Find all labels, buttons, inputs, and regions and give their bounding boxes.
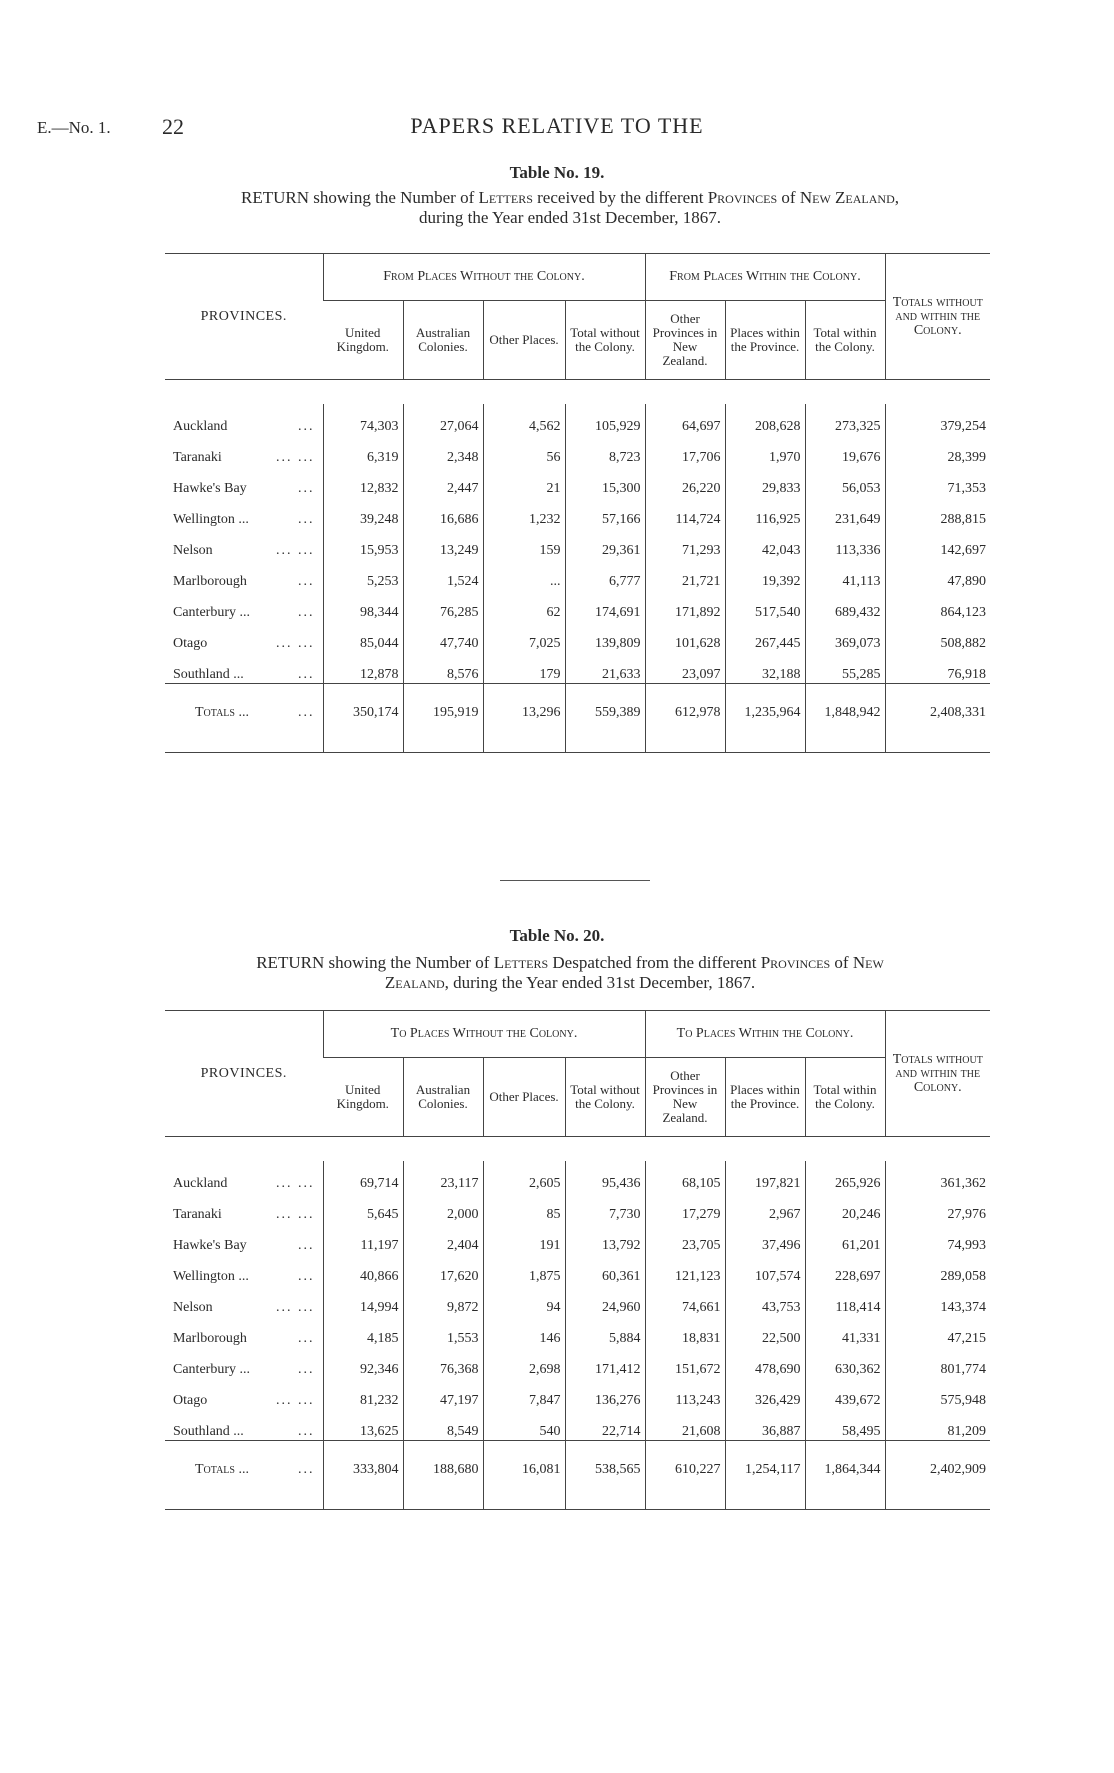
column-header: Other Provinces in New Zealand.	[645, 1058, 725, 1137]
table-cell: 630,362	[805, 1347, 885, 1378]
table-cell: 231,649	[805, 497, 885, 528]
table-cell: 68,105	[645, 1161, 725, 1192]
table-cell: 32,188	[725, 652, 805, 684]
table-cell: 56,053	[805, 466, 885, 497]
table-cell: 350,174	[323, 684, 403, 743]
table-row	[165, 590, 990, 621]
table-cell: 62	[483, 590, 565, 621]
table-19	[165, 253, 990, 753]
table-row	[165, 1285, 990, 1316]
leader-dots: ...	[298, 481, 315, 496]
table-cell: 74,661	[645, 1285, 725, 1316]
province-name	[165, 1254, 323, 1285]
table-cell: 361,362	[885, 1161, 990, 1192]
leader-dots: ...	[298, 512, 315, 527]
province-label: Taranaki	[173, 450, 222, 465]
table-cell: 18,831	[645, 1316, 725, 1347]
province-label: Wellington ...	[173, 1269, 249, 1284]
leader-dots: ... ...	[276, 636, 315, 651]
province-label: Marlborough	[173, 574, 247, 589]
table-cell: 116,925	[725, 497, 805, 528]
table-cell: 1,553	[403, 1316, 483, 1347]
group-header-within: From Places Within the Colony.	[645, 254, 885, 301]
table-row	[165, 1161, 990, 1192]
table-cell: ...	[483, 559, 565, 590]
table-cell: 85	[483, 1192, 565, 1223]
table-cell: 142,697	[885, 528, 990, 559]
table-cell: 146	[483, 1316, 565, 1347]
table-cell: 801,774	[885, 1347, 990, 1378]
table-row	[165, 652, 990, 684]
table-cell: 265,926	[805, 1161, 885, 1192]
column-header: Other Places.	[483, 1058, 565, 1137]
table-cell: 197,821	[725, 1161, 805, 1192]
table-cell: 379,254	[885, 404, 990, 435]
leader-dots: ... ...	[276, 450, 315, 465]
table-cell: 2,967	[725, 1192, 805, 1223]
table-cell: 101,628	[645, 621, 725, 652]
table-cell: 6,319	[323, 435, 403, 466]
province-name	[165, 497, 323, 528]
province-name	[165, 528, 323, 559]
leader-dots: ...	[298, 1331, 315, 1346]
table-cell: 191	[483, 1223, 565, 1254]
group-header-without: To Places Without the Colony.	[323, 1011, 645, 1058]
table-row	[165, 1254, 990, 1285]
province-name	[165, 1316, 323, 1347]
column-header: Other Places.	[483, 301, 565, 380]
table-cell: 288,815	[885, 497, 990, 528]
totals-header: Totals without and within the Colony.	[885, 254, 990, 380]
table-cell: 15,300	[565, 466, 645, 497]
table-cell: 179	[483, 652, 565, 684]
table-cell: 171,892	[645, 590, 725, 621]
table-cell: 559,389	[565, 684, 645, 743]
column-header: Total without the Colony.	[565, 301, 645, 380]
table-20	[165, 1010, 990, 1510]
table-19-number: Table No. 19.	[509, 163, 605, 182]
province-name	[165, 1378, 323, 1409]
table-row	[165, 559, 990, 590]
table-cell: 69,714	[323, 1161, 403, 1192]
table-row	[165, 404, 990, 435]
province-name	[165, 1223, 323, 1254]
table-cell: 12,832	[323, 466, 403, 497]
table-cell: 4,562	[483, 404, 565, 435]
table-cell: 58,495	[805, 1409, 885, 1441]
province-label: Auckland	[173, 1176, 228, 1191]
table-cell: 39,248	[323, 497, 403, 528]
table-cell: 5,645	[323, 1192, 403, 1223]
table-row	[165, 435, 990, 466]
table-cell: 1,235,964	[725, 684, 805, 743]
totals-row	[165, 684, 990, 743]
table-cell: 74,303	[323, 404, 403, 435]
table-cell: 2,348	[403, 435, 483, 466]
province-label: Hawke's Bay	[173, 481, 247, 496]
province-label: Southland ...	[173, 1424, 244, 1439]
province-name	[165, 1192, 323, 1223]
table-cell: 61,201	[805, 1223, 885, 1254]
table-cell: 6,777	[565, 559, 645, 590]
table-cell: 55,285	[805, 652, 885, 684]
table-cell: 8,549	[403, 1409, 483, 1441]
table-cell: 508,882	[885, 621, 990, 652]
province-name	[165, 435, 323, 466]
table-cell: 8,723	[565, 435, 645, 466]
table-cell: 11,197	[323, 1223, 403, 1254]
table-cell: 188,680	[403, 1441, 483, 1500]
table-cell: 195,919	[403, 684, 483, 743]
province-label: Totals ...	[195, 705, 249, 720]
table-cell: 478,690	[725, 1347, 805, 1378]
provinces-header: PROVINCES.	[165, 1011, 323, 1137]
table-cell: 13,625	[323, 1409, 403, 1441]
table-cell: 76,368	[403, 1347, 483, 1378]
table-cell: 17,279	[645, 1192, 725, 1223]
province-name	[165, 590, 323, 621]
table-cell: 610,227	[645, 1441, 725, 1500]
table-cell: 71,353	[885, 466, 990, 497]
table-cell: 16,686	[403, 497, 483, 528]
table-row	[165, 497, 990, 528]
leader-dots: ... ...	[276, 1176, 315, 1191]
table-cell: 5,253	[323, 559, 403, 590]
column-header: Total within the Colony.	[805, 301, 885, 380]
leader-dots: ...	[298, 1424, 315, 1439]
table-cell: 28,399	[885, 435, 990, 466]
table-cell: 24,960	[565, 1285, 645, 1316]
table-cell: 575,948	[885, 1378, 990, 1409]
table-cell: 9,872	[403, 1285, 483, 1316]
leader-dots: ...	[298, 705, 315, 720]
province-name	[165, 1161, 323, 1192]
table-cell: 95,436	[565, 1161, 645, 1192]
table-cell: 13,249	[403, 528, 483, 559]
province-name	[165, 652, 323, 684]
province-label: Wellington ...	[173, 512, 249, 527]
leader-dots: ...	[298, 1462, 315, 1477]
table-cell: 42,043	[725, 528, 805, 559]
table-cell: 41,113	[805, 559, 885, 590]
column-header: Total within the Colony.	[805, 1058, 885, 1137]
table-cell: 43,753	[725, 1285, 805, 1316]
province-name	[165, 559, 323, 590]
table-cell: 23,097	[645, 652, 725, 684]
table-cell: 13,296	[483, 684, 565, 743]
table-cell: 64,697	[645, 404, 725, 435]
province-name	[165, 404, 323, 435]
table-cell: 267,445	[725, 621, 805, 652]
table-cell: 2,447	[403, 466, 483, 497]
leader-dots: ...	[298, 1238, 315, 1253]
table-cell: 22,500	[725, 1316, 805, 1347]
table-row	[165, 1316, 990, 1347]
province-label: Canterbury ...	[173, 1362, 250, 1377]
province-label: Nelson	[173, 1300, 213, 1315]
table-cell: 12,878	[323, 652, 403, 684]
table-cell: 4,185	[323, 1316, 403, 1347]
province-name	[165, 1285, 323, 1316]
table-cell: 13,792	[565, 1223, 645, 1254]
table-cell: 1,875	[483, 1254, 565, 1285]
province-label: Otago	[173, 636, 208, 651]
table-cell: 71,293	[645, 528, 725, 559]
table-cell: 21	[483, 466, 565, 497]
leader-dots: ... ...	[276, 1300, 315, 1315]
table-cell: 36,887	[725, 1409, 805, 1441]
table-cell: 2,404	[403, 1223, 483, 1254]
table-cell: 23,117	[403, 1161, 483, 1192]
province-name	[165, 1347, 323, 1378]
table-cell: 60,361	[565, 1254, 645, 1285]
table-cell: 92,346	[323, 1347, 403, 1378]
table-cell: 228,697	[805, 1254, 885, 1285]
table-cell: 369,073	[805, 621, 885, 652]
table-cell: 81,209	[885, 1409, 990, 1441]
province-label: Totals ...	[195, 1462, 249, 1477]
table-cell: 27,064	[403, 404, 483, 435]
province-label: Taranaki	[173, 1207, 222, 1222]
province-label: Auckland	[173, 419, 228, 434]
table-cell: 143,374	[885, 1285, 990, 1316]
table-cell: 7,847	[483, 1378, 565, 1409]
table-cell: 19,676	[805, 435, 885, 466]
table-cell: 113,336	[805, 528, 885, 559]
table-cell: 113,243	[645, 1378, 725, 1409]
table-cell: 114,724	[645, 497, 725, 528]
column-header: Places within the Province.	[725, 1058, 805, 1137]
table-cell: 47,740	[403, 621, 483, 652]
table-row	[165, 1378, 990, 1409]
table-cell: 17,706	[645, 435, 725, 466]
totals-header: Totals without and within the Colony.	[885, 1011, 990, 1137]
table-cell: 20,246	[805, 1192, 885, 1223]
table-cell: 29,833	[725, 466, 805, 497]
group-header-within: To Places Within the Colony.	[645, 1011, 885, 1058]
table-cell: 1,864,344	[805, 1441, 885, 1500]
page-title: PAPERS RELATIVE TO THE	[410, 113, 704, 138]
table-cell: 21,608	[645, 1409, 725, 1441]
table-cell: 139,809	[565, 621, 645, 652]
table-cell: 1,848,942	[805, 684, 885, 743]
table-cell: 16,081	[483, 1441, 565, 1500]
table-20-number: Table No. 20.	[509, 926, 605, 945]
column-header: United Kingdom.	[323, 1058, 403, 1137]
table-cell: 22,714	[565, 1409, 645, 1441]
table-cell: 5,884	[565, 1316, 645, 1347]
table-cell: 81,232	[323, 1378, 403, 1409]
document-reference: E.—No. 1.	[37, 118, 111, 137]
table-cell: 47,215	[885, 1316, 990, 1347]
table-20-description: RETURN showing the Number of Letters Despatched from the different Provinces of New Zealand, during the Year ended 31st December, 1867.	[256, 953, 884, 992]
column-header: Places within the Province.	[725, 301, 805, 380]
table-cell: 517,540	[725, 590, 805, 621]
table-cell: 1,254,117	[725, 1441, 805, 1500]
leader-dots: ...	[298, 1362, 315, 1377]
table-cell: 2,605	[483, 1161, 565, 1192]
table-cell: 27,976	[885, 1192, 990, 1223]
table-cell: 21,633	[565, 652, 645, 684]
table-cell: 159	[483, 528, 565, 559]
province-label: Hawke's Bay	[173, 1238, 247, 1253]
provinces-header: PROVINCES.	[165, 254, 323, 380]
table-cell: 2,402,909	[885, 1441, 990, 1500]
table-cell: 17,620	[403, 1254, 483, 1285]
group-header-without: From Places Without the Colony.	[323, 254, 645, 301]
table-cell: 56	[483, 435, 565, 466]
table-cell: 289,058	[885, 1254, 990, 1285]
table-row	[165, 466, 990, 497]
table-cell: 273,325	[805, 404, 885, 435]
table-cell: 538,565	[565, 1441, 645, 1500]
table-row	[165, 1192, 990, 1223]
province-label: Nelson	[173, 543, 213, 558]
table-row	[165, 528, 990, 559]
table-cell: 7,730	[565, 1192, 645, 1223]
table-cell: 174,691	[565, 590, 645, 621]
province-name	[165, 1409, 323, 1441]
province-name	[165, 621, 323, 652]
column-header: Australian Colonies.	[403, 301, 483, 380]
separator-rule	[500, 880, 650, 881]
table-19-description: RETURN showing the Number of Letters received by the different Provinces of New Zealand, during the Year ended 31st December, 1867.	[240, 188, 899, 227]
leader-dots: ... ...	[276, 1207, 315, 1222]
leader-dots: ... ...	[276, 1393, 315, 1408]
leader-dots: ... ...	[276, 543, 315, 558]
table-cell: 23,705	[645, 1223, 725, 1254]
leader-dots: ...	[298, 1269, 315, 1284]
table-cell: 15,953	[323, 528, 403, 559]
table-cell: 540	[483, 1409, 565, 1441]
table-cell: 85,044	[323, 621, 403, 652]
table-cell: 19,392	[725, 559, 805, 590]
table-cell: 94	[483, 1285, 565, 1316]
table-cell: 74,993	[885, 1223, 990, 1254]
table-cell: 439,672	[805, 1378, 885, 1409]
column-header: United Kingdom.	[323, 301, 403, 380]
province-name	[165, 1441, 323, 1500]
province-name	[165, 684, 323, 743]
table-cell: 151,672	[645, 1347, 725, 1378]
column-header: Other Provinces in New Zealand.	[645, 301, 725, 380]
table-row	[165, 1223, 990, 1254]
province-name	[165, 466, 323, 497]
leader-dots: ...	[298, 605, 315, 620]
column-header: Total without the Colony.	[565, 1058, 645, 1137]
table-cell: 37,496	[725, 1223, 805, 1254]
table-cell: 208,628	[725, 404, 805, 435]
table-row	[165, 1347, 990, 1378]
table-cell: 41,331	[805, 1316, 885, 1347]
table-cell: 121,123	[645, 1254, 725, 1285]
province-label: Otago	[173, 1393, 208, 1408]
province-label: Marlborough	[173, 1331, 247, 1346]
table-cell: 40,866	[323, 1254, 403, 1285]
table-cell: 1,232	[483, 497, 565, 528]
table-cell: 333,804	[323, 1441, 403, 1500]
province-label: Canterbury ...	[173, 605, 250, 620]
table-cell: 76,918	[885, 652, 990, 684]
table-cell: 1,970	[725, 435, 805, 466]
column-header: Australian Colonies.	[403, 1058, 483, 1137]
leader-dots: ...	[298, 574, 315, 589]
page-number: 22	[162, 114, 184, 139]
table-cell: 47,197	[403, 1378, 483, 1409]
table-cell: 98,344	[323, 590, 403, 621]
leader-dots: ...	[298, 419, 315, 434]
table-cell: 7,025	[483, 621, 565, 652]
table-cell: 76,285	[403, 590, 483, 621]
table-cell: 57,166	[565, 497, 645, 528]
table-cell: 2,698	[483, 1347, 565, 1378]
table-cell: 2,408,331	[885, 684, 990, 743]
table-cell: 171,412	[565, 1347, 645, 1378]
table-cell: 1,524	[403, 559, 483, 590]
table-cell: 26,220	[645, 466, 725, 497]
table-cell: 2,000	[403, 1192, 483, 1223]
table-cell: 29,361	[565, 528, 645, 559]
table-cell: 612,978	[645, 684, 725, 743]
table-cell: 14,994	[323, 1285, 403, 1316]
table-row	[165, 621, 990, 652]
table-cell: 47,890	[885, 559, 990, 590]
table-cell: 105,929	[565, 404, 645, 435]
leader-dots: ...	[298, 667, 315, 682]
province-label: Southland ...	[173, 667, 244, 682]
table-row	[165, 1409, 990, 1441]
table-cell: 326,429	[725, 1378, 805, 1409]
totals-row	[165, 1441, 990, 1500]
table-cell: 864,123	[885, 590, 990, 621]
table-cell: 118,414	[805, 1285, 885, 1316]
table-cell: 689,432	[805, 590, 885, 621]
table-cell: 8,576	[403, 652, 483, 684]
table-cell: 107,574	[725, 1254, 805, 1285]
table-cell: 21,721	[645, 559, 725, 590]
table-cell: 136,276	[565, 1378, 645, 1409]
